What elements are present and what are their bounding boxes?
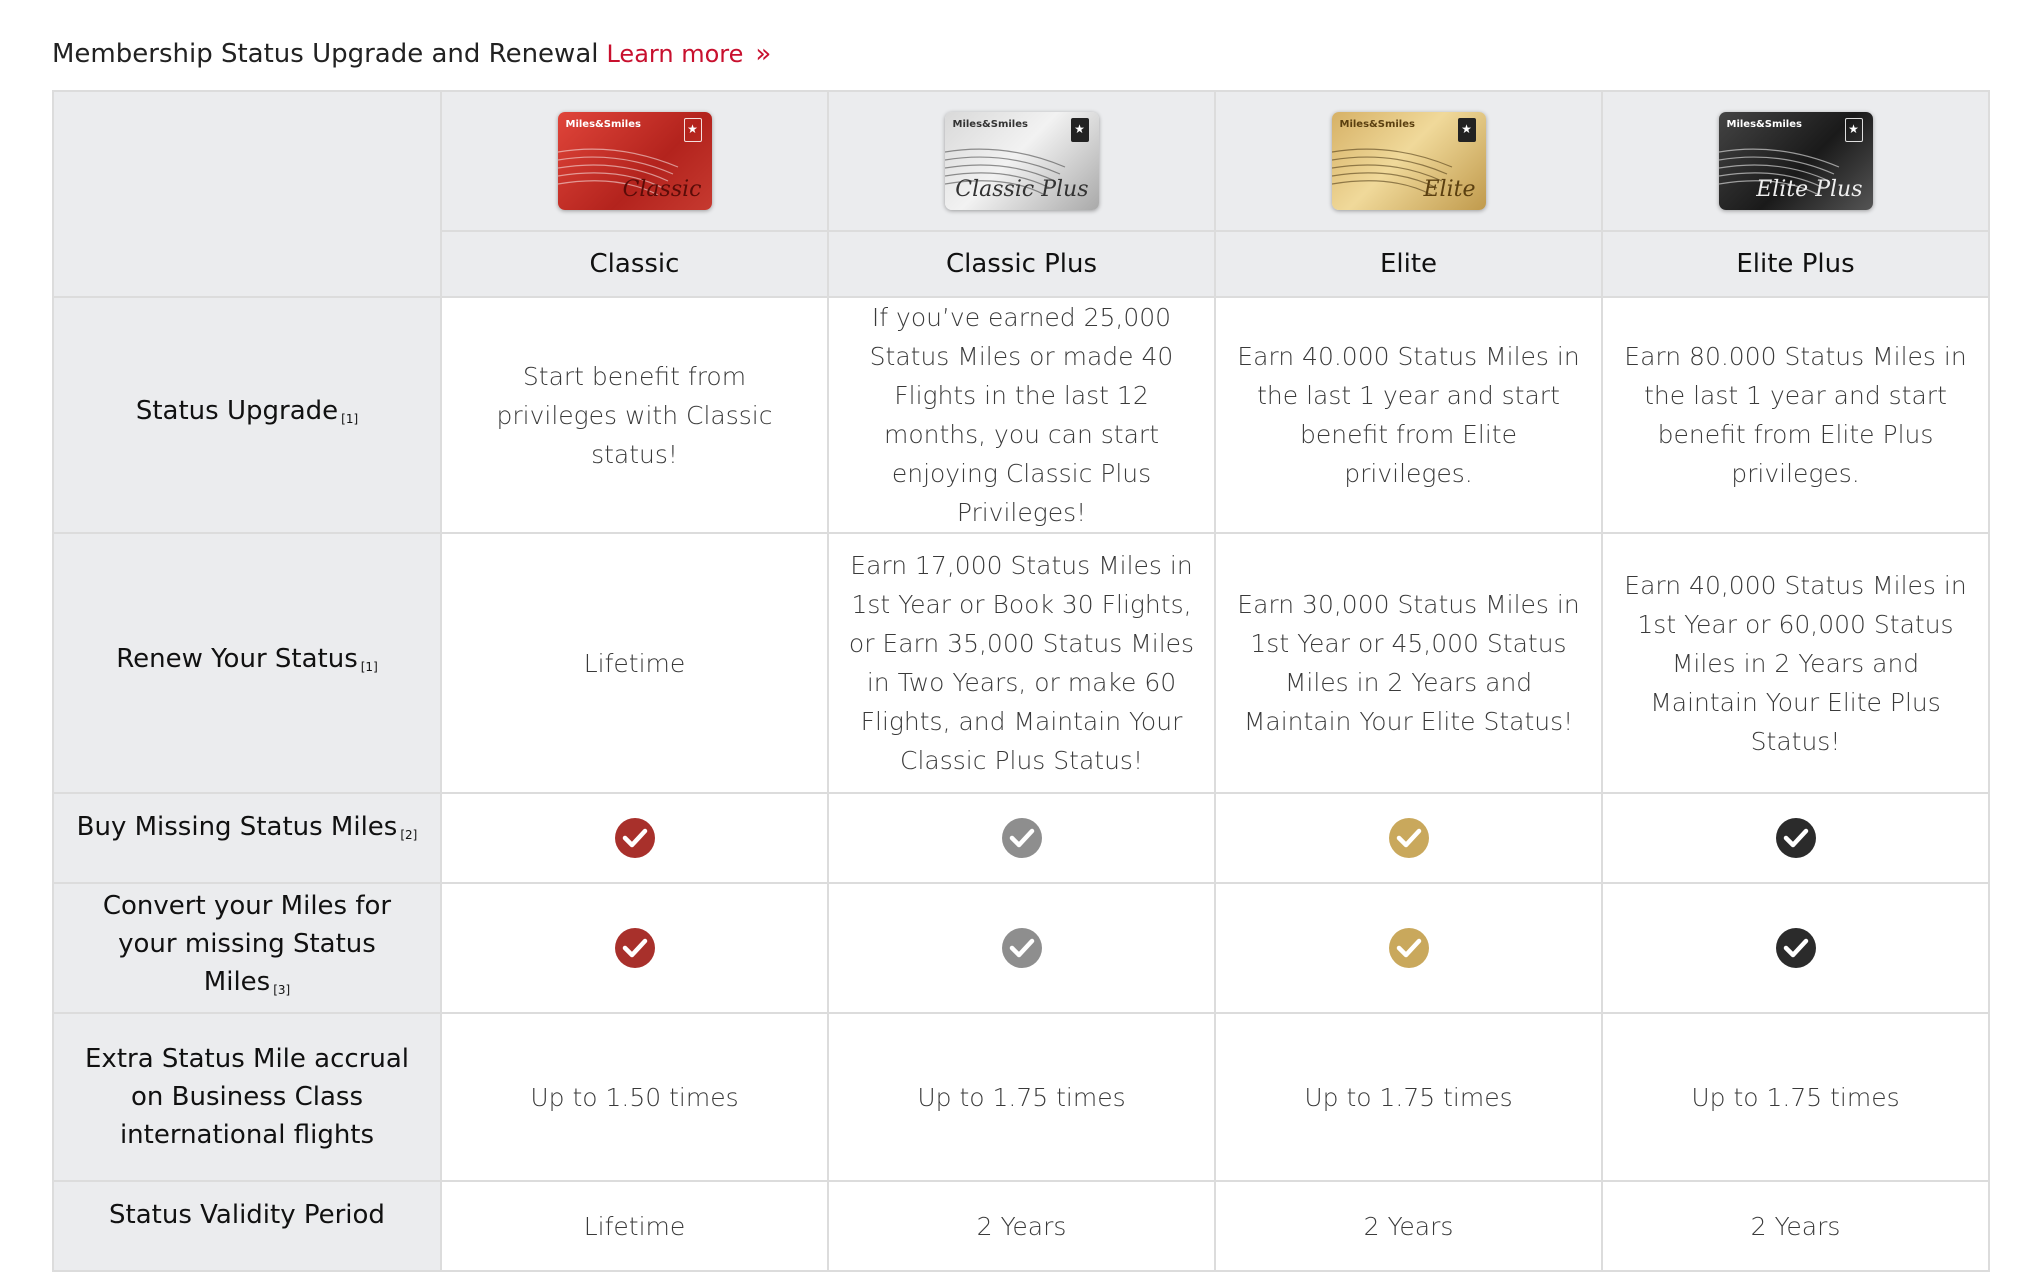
table-cell: 2 Years xyxy=(828,1181,1215,1271)
star-alliance-icon: ★ xyxy=(684,118,702,142)
check-circle-icon xyxy=(614,817,656,859)
table-cell xyxy=(1215,793,1602,883)
table-cell xyxy=(828,883,1215,1013)
tier-header-classic: Classic xyxy=(441,231,828,297)
extra-accrual-row xyxy=(53,1013,1989,1181)
card-brand: Miles&Smiles xyxy=(952,119,1028,130)
corner-cell xyxy=(53,91,441,297)
check-circle-icon xyxy=(1775,927,1817,969)
card-signature: Elite xyxy=(1423,177,1476,202)
table-cell: Up to 1.75 times xyxy=(1215,1013,1602,1181)
table-cell: Lifetime xyxy=(441,1181,828,1271)
row-label-text: Buy Missing Status Miles xyxy=(76,812,398,842)
title-row xyxy=(52,36,2020,72)
row-label-text: Convert your Miles for your missing Status Miles xyxy=(102,891,392,997)
tier-header-elite-plus: Elite Plus xyxy=(1602,231,1989,297)
footnote-marker[interactable]: [2] xyxy=(400,828,418,842)
membership-comparison-table xyxy=(52,90,1990,1272)
table-cell: 2 Years xyxy=(1602,1181,1989,1271)
elite-plus-card-cell xyxy=(1602,91,1989,231)
learn-more-link[interactable]: Learn more xyxy=(606,40,744,68)
status-upgrade-row xyxy=(53,297,1989,533)
row-label: Status Validity Period xyxy=(53,1181,441,1271)
row-label xyxy=(53,297,441,533)
tier-header-elite: Elite xyxy=(1215,231,1602,297)
table-cell: If you’ve earned 25,000 Status Miles or made 40 Flights in the last 12 months, you can start enjoying Classic Plus Privileges! xyxy=(828,297,1215,533)
classic-card-image xyxy=(558,112,712,210)
table-cell: Earn 40,000 Status Miles in 1st Year or 60,000 Status Miles in 2 Years and Maintain Your Elite Plus Status! xyxy=(1602,533,1989,793)
card-signature: Classic Plus xyxy=(955,177,1089,202)
table-cell xyxy=(441,793,828,883)
table-cell: Earn 80.000 Status Miles in the last 1 year and start benefit from Elite Plus privileges. xyxy=(1602,297,1989,533)
convert-miles-row xyxy=(53,883,1989,1013)
row-label: Extra Status Mile accrual on Business Class international flights xyxy=(53,1013,441,1181)
classic-card-cell xyxy=(441,91,828,231)
table-cell: Earn 30,000 Status Miles in 1st Year or 45,000 Status Miles in 2 Years and Maintain Your Elite Status! xyxy=(1215,533,1602,793)
card-signature: Classic xyxy=(622,177,702,202)
card-image-row xyxy=(53,91,1989,231)
row-label xyxy=(53,533,441,793)
table-cell: Up to 1.50 times xyxy=(441,1013,828,1181)
row-label-text: Status Upgrade xyxy=(135,396,339,426)
check-circle-icon xyxy=(1001,817,1043,859)
renew-status-row xyxy=(53,533,1989,793)
card-brand: Miles&Smiles xyxy=(1339,119,1415,130)
row-label xyxy=(53,883,441,1013)
table-cell xyxy=(1602,883,1989,1013)
table-cell xyxy=(1602,793,1989,883)
tier-header-classic-plus: Classic Plus xyxy=(828,231,1215,297)
table-cell: Up to 1.75 times xyxy=(828,1013,1215,1181)
table-cell: Lifetime xyxy=(441,533,828,793)
star-alliance-icon: ★ xyxy=(1071,118,1089,142)
classic-plus-card-image xyxy=(945,112,1099,210)
footnote-marker[interactable]: [1] xyxy=(360,660,378,674)
table-cell xyxy=(1215,883,1602,1013)
footnote-marker[interactable]: [3] xyxy=(273,983,291,997)
elite-card-cell xyxy=(1215,91,1602,231)
buy-missing-row xyxy=(53,793,1989,883)
check-circle-icon xyxy=(1388,927,1430,969)
check-circle-icon xyxy=(1775,817,1817,859)
star-alliance-icon: ★ xyxy=(1845,118,1863,142)
row-label xyxy=(53,793,441,883)
card-signature: Elite Plus xyxy=(1756,177,1863,202)
table-cell: Up to 1.75 times xyxy=(1602,1013,1989,1181)
elite-card-image xyxy=(1332,112,1486,210)
validity-row xyxy=(53,1181,1989,1271)
table-cell: Earn 17,000 Status Miles in 1st Year or Book 30 Flights, or Earn 35,000 Status Miles in Two Years, or make 60 Flights, and Maintain Your Classic Plus Status! xyxy=(828,533,1215,793)
card-brand: Miles&Smiles xyxy=(1726,119,1802,130)
check-circle-icon xyxy=(1001,927,1043,969)
check-circle-icon xyxy=(1388,817,1430,859)
row-label-text: Renew Your Status xyxy=(116,644,358,674)
table-cell: Start benefit from privileges with Classic status! xyxy=(441,297,828,533)
page-title: Membership Status Upgrade and Renewal xyxy=(52,39,599,69)
table-cell: Earn 40.000 Status Miles in the last 1 year and start benefit from Elite privileges. xyxy=(1215,297,1602,533)
check-circle-icon xyxy=(614,927,656,969)
table-cell xyxy=(828,793,1215,883)
table-cell: 2 Years xyxy=(1215,1181,1602,1271)
star-alliance-icon: ★ xyxy=(1458,118,1476,142)
footnote-marker[interactable]: [1] xyxy=(341,412,359,426)
elite-plus-card-image xyxy=(1719,112,1873,210)
double-chevron-right-icon[interactable]: » xyxy=(755,39,772,69)
card-brand: Miles&Smiles xyxy=(565,119,641,130)
table-cell xyxy=(441,883,828,1013)
classic-plus-card-cell xyxy=(828,91,1215,231)
